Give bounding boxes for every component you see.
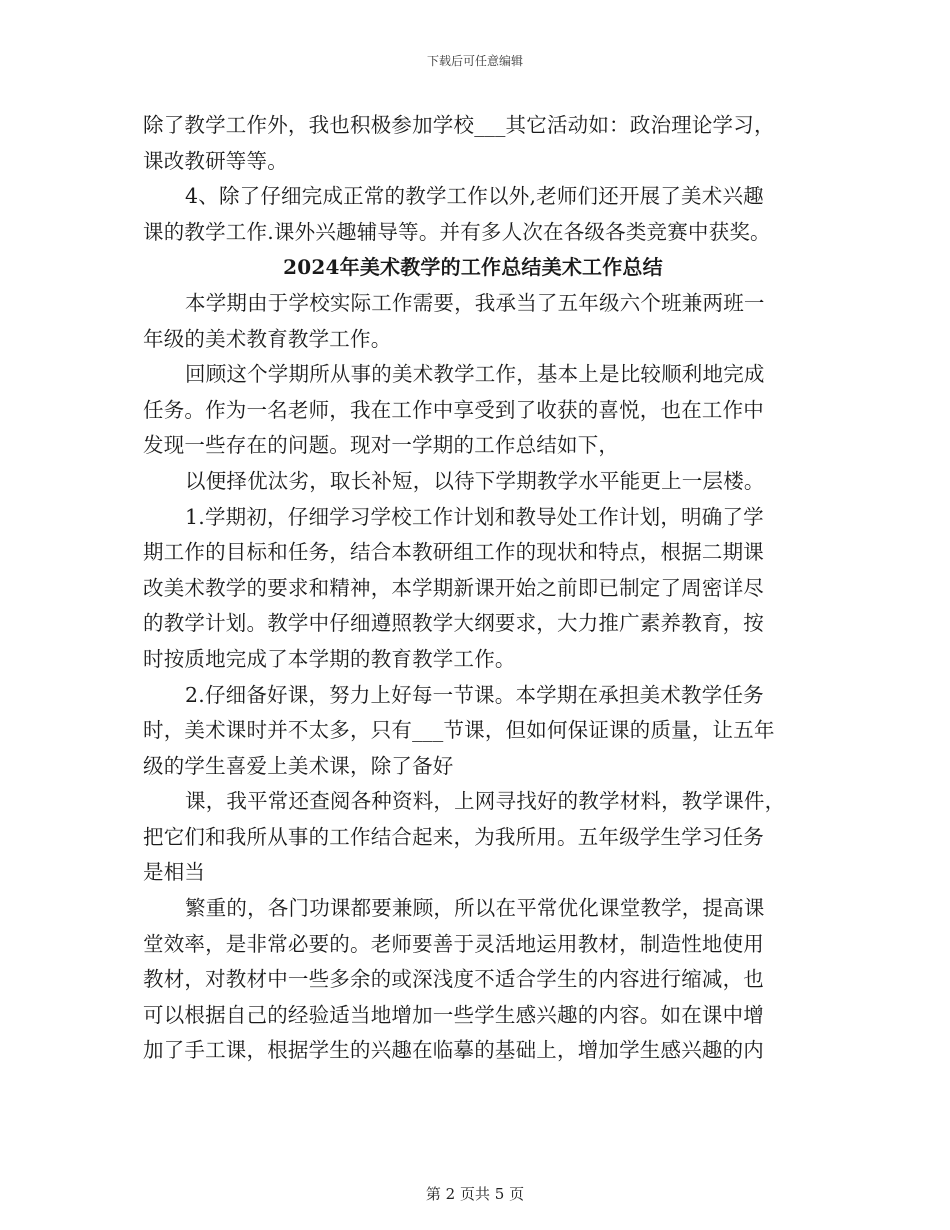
body-line: 改美术教学的要求和精神，本学期新课开始之前即已制定了周密详尽 bbox=[143, 575, 764, 600]
body-line: 级的学生喜爱上美术课，除了备好 bbox=[143, 753, 454, 778]
body-line: 可以根据自己的经验适当地增加一些学生感兴趣的内容。如在课中增 bbox=[143, 1002, 764, 1027]
section-title: 2024年美术教学的工作总结美术工作总结 bbox=[283, 255, 663, 280]
body-line: 1.学期初，仔细学习学校工作计划和教导处工作计划，明确了学 bbox=[185, 504, 764, 529]
body-line: 以便择优汰劣，取长补短，以待下学期教学水平能更上一层楼。 bbox=[185, 468, 765, 493]
body-line: 课改教研等等。 bbox=[143, 148, 288, 173]
body-line: 是相当 bbox=[143, 860, 206, 885]
page-footer: 第 2 页共 5 页 bbox=[425, 1185, 525, 1203]
body-line: 4、除了仔细完成正常的教学工作以外,老师们还开展了美术兴趣 bbox=[185, 184, 764, 209]
body-line: 发现一些存在的问题。现对一学期的工作总结如下， bbox=[143, 433, 620, 458]
body-line: 本学期由于学校实际工作需要，我承当了五年级六个班兼两班一 bbox=[185, 290, 765, 315]
body-line: 时按质地完成了本学期的教育教学工作。 bbox=[143, 646, 516, 671]
body-line: 期工作的目标和任务，结合本教研组工作的现状和特点，根据二期课 bbox=[143, 540, 764, 565]
body-line: 把它们和我所从事的工作结合起来，为我所用。五年级学生学习任务 bbox=[143, 824, 764, 849]
body-line: 回顾这个学期所从事的美术教学工作，基本上是比较顺利地完成 bbox=[185, 362, 765, 387]
body-line: 的教学计划。教学中仔细遵照教学大纲要求，大力推广素养教育，按 bbox=[143, 611, 764, 636]
body-line: 繁重的，各门功课都要兼顾，所以在平常优化课堂教学，提高课 bbox=[185, 896, 765, 921]
body-line: 课，我平常还查阅各种资料，上网寻找好的教学材料，教学课件， bbox=[185, 789, 786, 814]
body-line: 加了手工课，根据学生的兴趣在临摹的基础上，增加学生感兴趣的内 bbox=[143, 1038, 764, 1063]
body-line: 除了教学工作外，我也积极参加学校___其它活动如：政治理论学习， bbox=[143, 113, 775, 137]
body-line: 教材，对教材中一些多余的或深浅度不适合学生的内容进行缩减，也 bbox=[143, 967, 764, 992]
body-line: 年级的美术教育教学工作。 bbox=[143, 326, 392, 351]
document-body bbox=[143, 108, 803, 1069]
body-line: 任务。作为一名老师，我在工作中享受到了收获的喜悦，也在工作中 bbox=[143, 397, 764, 422]
body-line: 堂效率，是非常必要的。老师要善于灵活地运用教材，制造性地使用 bbox=[143, 931, 764, 956]
body-line: 2.仔细备好课，努力上好每一节课。本学期在承担美术教学任务 bbox=[185, 682, 764, 707]
body-line: 时，美术课时并不太多，只有___节课，但如何保证课的质量，让五年 bbox=[143, 718, 775, 743]
page-header: 下载后可任意编辑 bbox=[426, 54, 523, 68]
body-line: 课的教学工作.课外兴趣辅导等。并有多人次在各级各类竞赛中获奖。 bbox=[143, 219, 771, 244]
